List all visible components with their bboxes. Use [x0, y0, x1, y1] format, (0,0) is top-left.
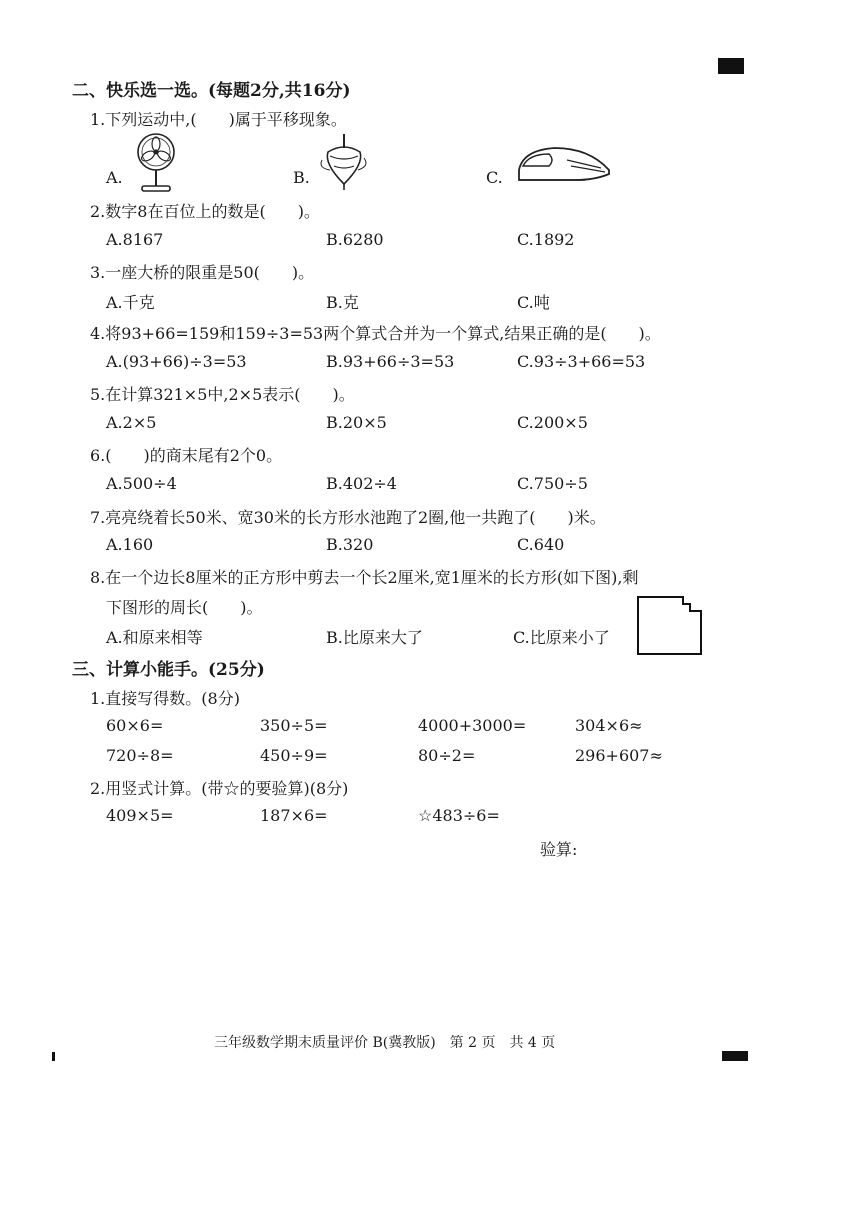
q1-option-b: B. [293, 168, 310, 187]
q1-option-c: C. [486, 168, 503, 187]
q2-option-b: B.6280 [326, 230, 384, 249]
cut-square-figure [637, 596, 703, 656]
calc-item: 80÷2= [418, 746, 476, 765]
q4-option-b: B.93+66÷3=53 [326, 352, 455, 371]
q8-option-c: C.比原来小了 [513, 628, 610, 647]
question-4-stem: 4.将93+66=159和159÷3=53两个算式合并为一个算式,结果正确的是( )。 [90, 324, 661, 343]
section3-heading: 三、计算小能手。(25分) [72, 660, 265, 680]
part1-title: 1.直接写得数。(8分) [90, 689, 240, 708]
spinning-top-icon [320, 134, 366, 190]
q6-option-b: B.402÷4 [326, 474, 397, 493]
calc-item: 296+607≈ [575, 746, 663, 765]
q3-option-c: C.吨 [517, 293, 550, 312]
q4-option-a: A.(93+66)÷3=53 [106, 352, 247, 371]
question-3-stem: 3.一座大桥的限重是50( )。 [90, 263, 315, 282]
registration-mark-bottom-right [722, 1051, 748, 1061]
calc-item: 350÷5= [260, 716, 328, 735]
registration-mark-bottom-left [52, 1052, 55, 1061]
question-1-stem: 1.下列运动中,( )属于平移现象。 [90, 110, 347, 129]
section2-heading: 二、快乐选一选。(每题2分,共16分) [72, 81, 351, 101]
vertical-calc-item: ☆483÷6= [418, 806, 500, 825]
calc-item: 720÷8= [106, 746, 174, 765]
question-5-stem: 5.在计算321×5中,2×5表示( )。 [90, 385, 355, 404]
vertical-calc-item: 187×6= [260, 806, 328, 825]
q2-option-c: C.1892 [517, 230, 575, 249]
q8-option-a: A.和原来相等 [106, 628, 203, 647]
part2-title: 2.用竖式计算。(带☆的要验算)(8分) [90, 779, 349, 798]
q3-option-a: A.千克 [106, 293, 155, 312]
calc-item: 4000+3000= [418, 716, 527, 735]
question-7-stem: 7.亮亮绕着长50米、宽30米的长方形水池跑了2圈,他一共跑了( )米。 [90, 508, 606, 527]
calc-item: 60×6= [106, 716, 164, 735]
q5-option-c: C.200×5 [517, 413, 588, 432]
check-label: 验算: [540, 840, 578, 859]
registration-mark-top-right [718, 58, 744, 74]
q5-option-a: A.2×5 [106, 413, 157, 432]
q1-option-a: A. [106, 168, 123, 187]
calc-item: 304×6≈ [575, 716, 643, 735]
q6-option-a: A.500÷4 [106, 474, 177, 493]
question-8-stem-continued: 下图形的周长( )。 [106, 598, 263, 617]
page-footer: 三年级数学期末质量评价 B(冀教版) 第 2 页 共 4 页 [214, 1035, 556, 1051]
q4-option-c: C.93÷3+66=53 [517, 352, 646, 371]
fan-icon [134, 132, 178, 194]
question-8-stem: 8.在一个边长8厘米的正方形中剪去一个长2厘米,宽1厘米的长方形(如下图),剩 [90, 568, 639, 587]
q3-option-b: B.克 [326, 293, 359, 312]
q5-option-b: B.20×5 [326, 413, 387, 432]
q2-option-a: A.8167 [106, 230, 164, 249]
q8-option-b: B.比原来大了 [326, 628, 423, 647]
bullet-train-icon [515, 140, 611, 188]
question-6-stem: 6.( )的商末尾有2个0。 [90, 446, 283, 465]
q7-option-c: C.640 [517, 535, 565, 554]
q6-option-c: C.750÷5 [517, 474, 588, 493]
q7-option-a: A.160 [106, 535, 154, 554]
vertical-calc-item: 409×5= [106, 806, 174, 825]
question-2-stem: 2.数字8在百位上的数是( )。 [90, 202, 320, 221]
calc-item: 450÷9= [260, 746, 328, 765]
q7-option-b: B.320 [326, 535, 374, 554]
